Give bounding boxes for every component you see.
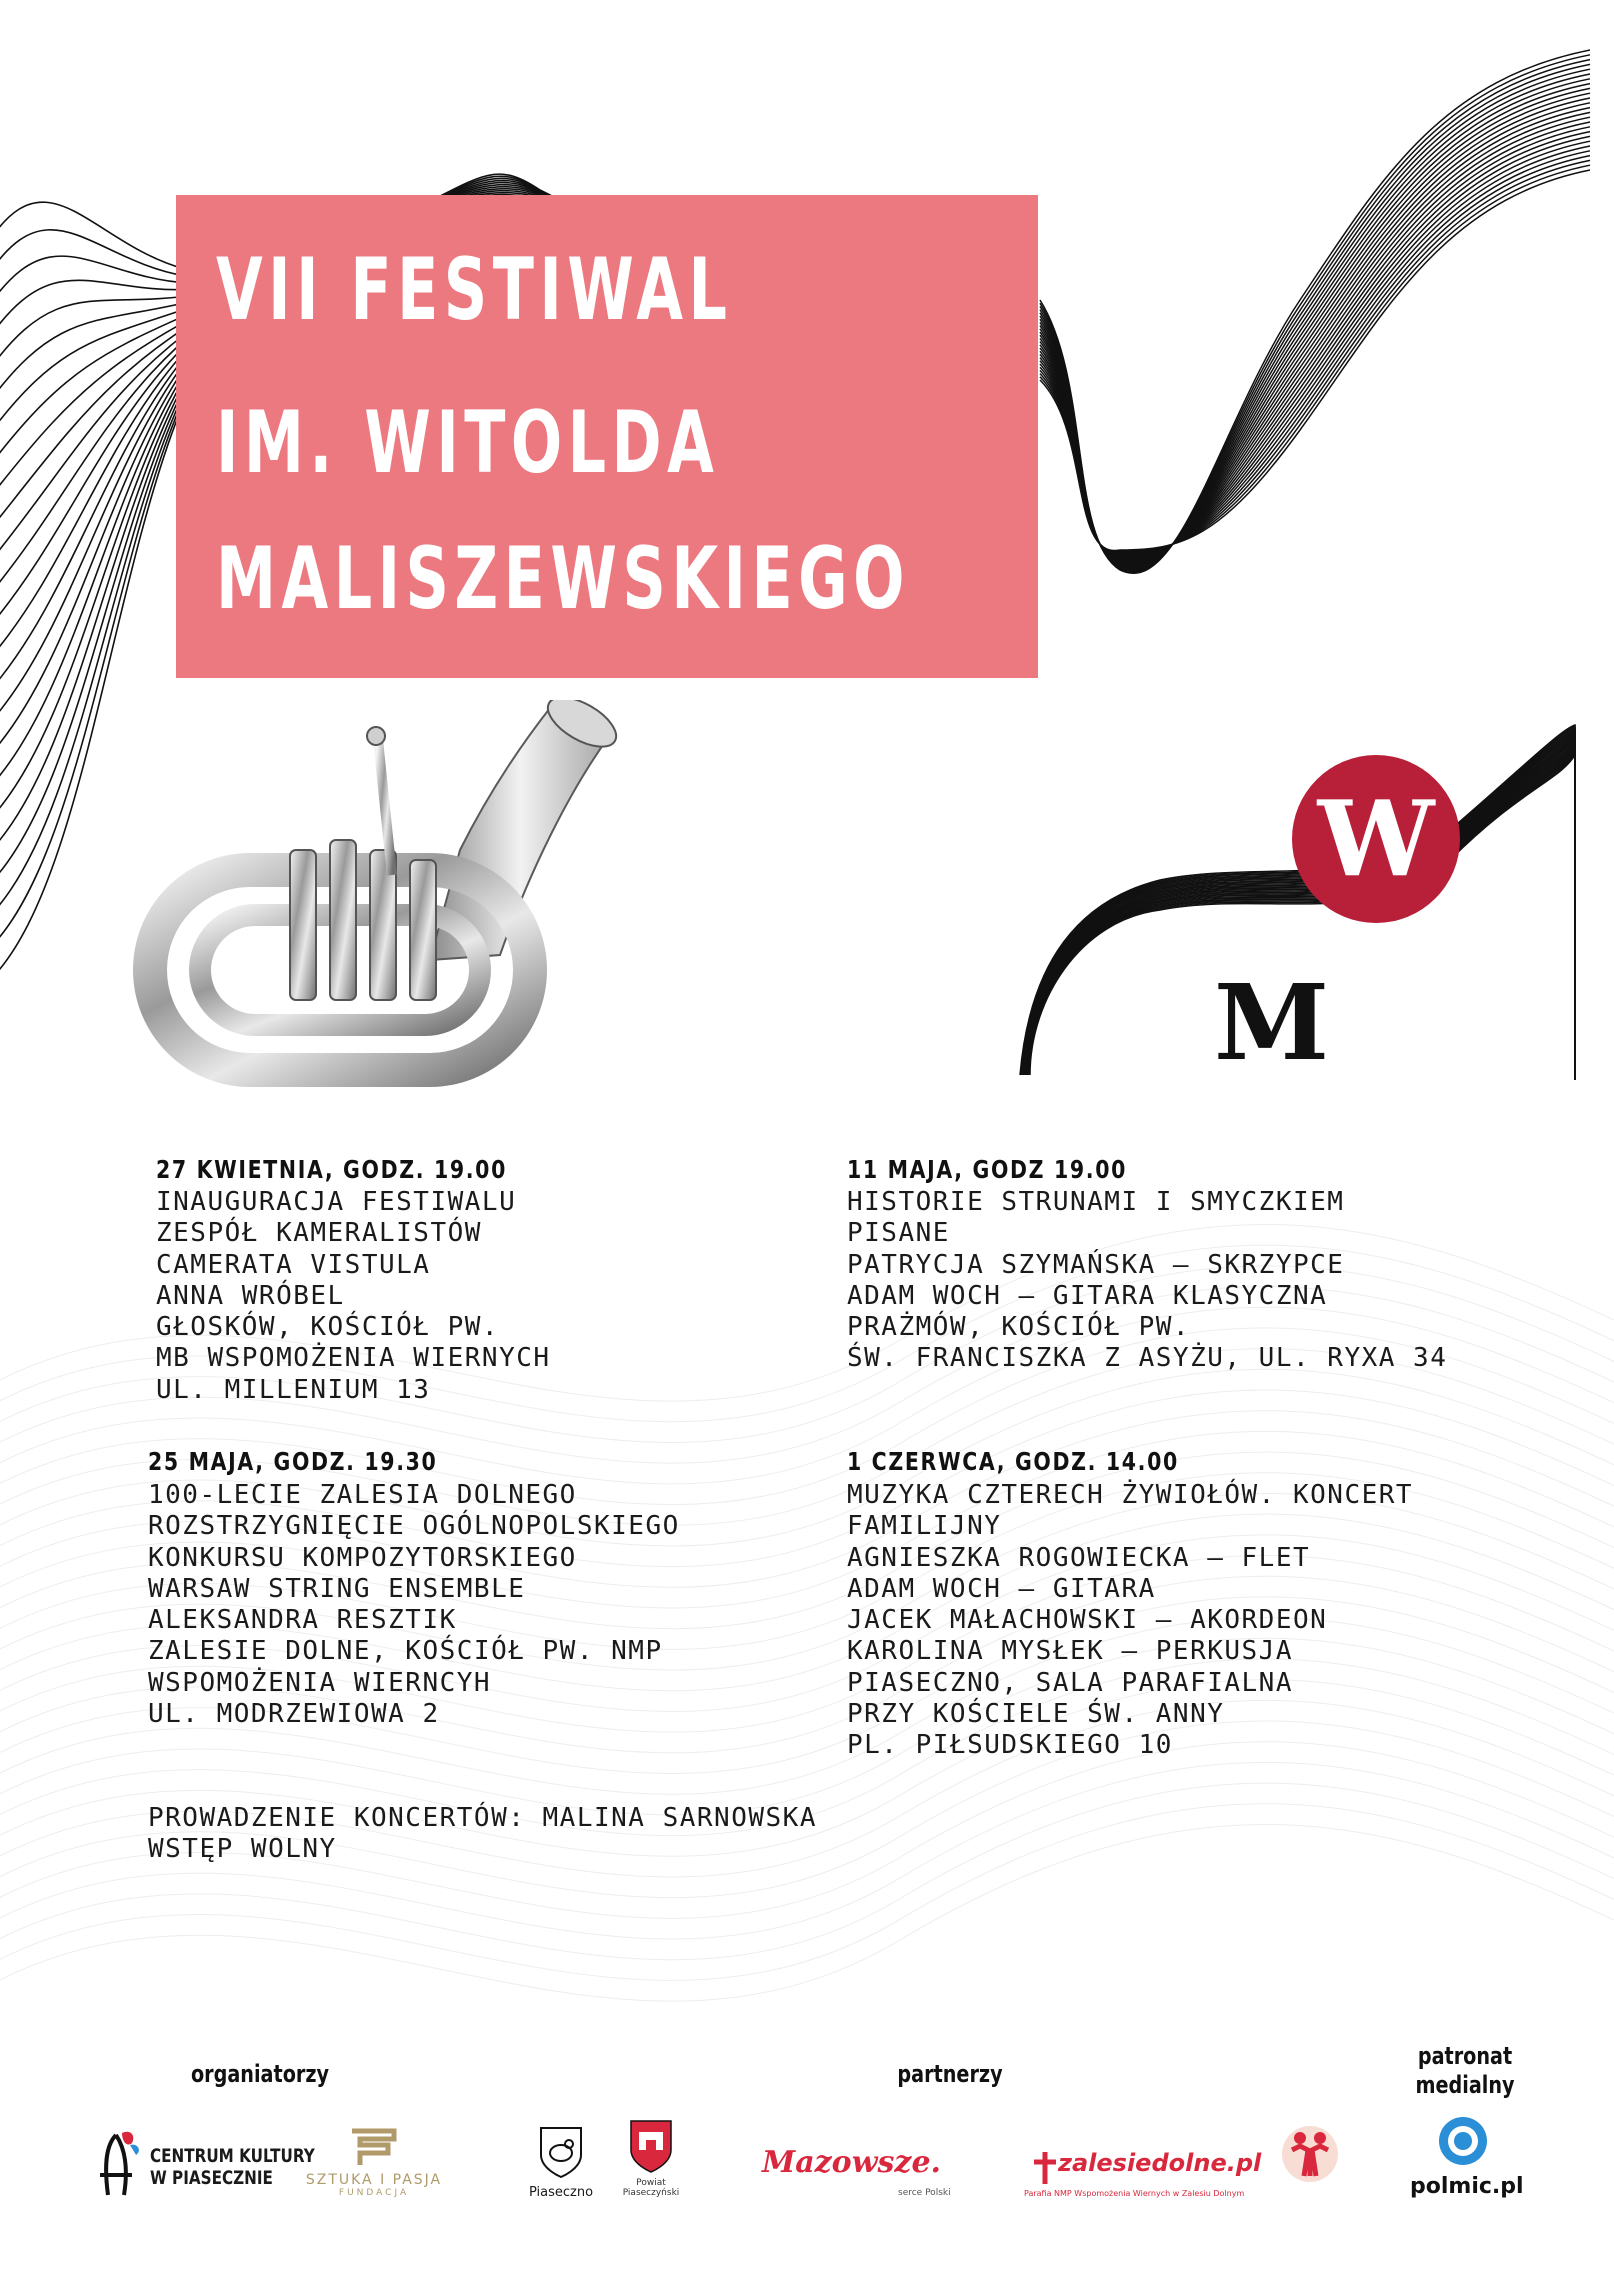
euphonium-image [130,700,650,1100]
wave-line [1040,141,1590,555]
event-4-line: AGNIESZKA ROGOWIECKA – FLET [847,1542,1311,1573]
event-4-line: JACEK MAŁACHOWSKI – AKORDEON [847,1605,1328,1636]
sztuka-line: FUNDACJA [338,2188,410,2199]
event-3-line: WSPOMOŻENIA WIERNCYH [148,1667,492,1698]
centrum-kultury-logo-text [150,2146,315,2190]
logo-letter-w: W [1317,777,1435,900]
wave-line [1040,170,1590,551]
title-line-3: MALISZEWSKIEGO [216,529,910,629]
zalesie-tagline: Parafia NMP Wspomożenia Wiernych w Zalesiu Dolnym [1024,2189,1245,2198]
wave-line [1040,79,1590,568]
title-line-1: VII FESTIWAL [216,240,733,340]
centrum-line: CENTRUM KULTURY [150,2145,315,2167]
footer-note [148,1803,817,1866]
event-1-line: ZESPÓŁ KAMERALISTÓW [156,1218,482,1249]
cross-icon [1030,2150,1060,2186]
event-2-line: PRAŻMÓW, KOŚCIÓŁ PW. [847,1312,1191,1343]
event-1-line: CAMERATA VISTULA [156,1249,431,1280]
logo-letter-m: M [1214,961,1330,1084]
title-line-2: IM. WITOLDA [216,393,720,493]
event-4-line: PIASECZNO, SALA PARAFIALNA [847,1667,1293,1698]
event-3-heading: 25 MAJA, GODZ. 19.30 [148,1447,438,1476]
powiat-line: Powiat [636,2178,666,2188]
event-3-line: 100-LECIE ZALESIA DOLNEGO [148,1480,577,1510]
powiat-logo-text [615,2178,687,2199]
host-line: PROWADZENIE KONCERTÓW: MALINA SARNOWSKA [148,1803,817,1833]
centrum-line: W PIASECZNIE [150,2166,273,2189]
organizers-label: organiatorzy [190,2060,330,2088]
zalesie-logo-text: zalesiedolne.pl [1058,2149,1262,2177]
media-patron-label [1405,2042,1525,2100]
event-4-line: ADAM WOCH – GITARA [847,1573,1156,1604]
partners-label: partnerzy [897,2060,1003,2088]
event-1-line: INAUGURACJA FESTIWALU [156,1187,517,1217]
event-4-line: FAMILIJNY [847,1511,1002,1542]
event-2-line: PATRYCJA SZYMAŃSKA – SKRZYPCE [847,1249,1345,1280]
event-3-line: KONKURSU KOMPOZYTORSKIEGO [148,1542,577,1573]
event-2-heading: 11 MAJA, GODZ 19.00 [847,1155,1128,1184]
event-4-line: PL. PIŁSUDSKIEGO 10 [847,1730,1173,1761]
piaseczno-coat-of-arms-icon [538,2125,584,2179]
media-label-line: medialny [1415,2070,1515,2099]
wave-line [1040,98,1590,564]
admission-line: WSTĘP WOLNY [148,1834,337,1865]
event-3-details [148,1480,680,1730]
wave-line [1040,156,1590,553]
wave-lines-top-right [1040,50,1590,573]
piaseczno-logo-text: Piaseczno [528,2185,594,2200]
event-4-details [847,1480,1413,1762]
event-1-line: MB WSPOMOŻENIA WIERNYCH [156,1343,551,1374]
powiat-coat-of-arms-icon [628,2118,674,2174]
event-1-line: GŁOSKÓW, KOŚCIÓŁ PW. [156,1312,500,1343]
event-4-heading: 1 CZERWCA, GODZ. 14.00 [847,1447,1179,1476]
sztuka-i-pasja-logo-text [294,2172,454,2198]
event-2-line: ADAM WOCH – GITARA KLASYCZNA [847,1280,1328,1311]
sztuka-i-pasja-logo-icon [348,2125,398,2167]
powiat-line: Piaseczyński [622,2188,680,2199]
event-3-line: WARSAW STRING ENSEMBLE [148,1573,526,1604]
wave-line [1040,165,1590,551]
event-4-line: KAROLINA MYSŁEK — PERKUSJA [847,1636,1293,1667]
wave-line [1040,74,1590,569]
polmic-logo-icon [1436,2114,1490,2168]
event-2-line: ŚW. FRANCISZKA Z ASYŻU, UL. RYXA 34 [847,1343,1448,1374]
mazowsze-logo-text: Mazowsze. [762,2145,941,2180]
mazowsze-tagline: serce Polski [898,2188,951,2198]
event-1-line: ANNA WRÓBEL [156,1280,345,1311]
parish-family-logo-icon [1280,2122,1340,2186]
event-1-line: UL. MILLENIUM 13 [156,1374,431,1405]
event-2-line: PISANE [847,1218,950,1249]
event-4-line: PRZY KOŚCIELE ŚW. ANNY [847,1699,1225,1730]
media-label-line: patronat [1417,2042,1513,2070]
wave-line [1040,117,1590,560]
event-3-line: UL. MODRZEWIOWA 2 [148,1699,440,1730]
event-4-line: MUZYKA CZTERECH ŻYWIOŁÓW. KONCERT [847,1480,1414,1510]
sztuka-line: SZTUKA I PASJA [305,2172,443,2188]
event-3-line: ALEKSANDRA RESZTIK [148,1605,457,1636]
event-1-details [156,1187,551,1406]
event-3-line: ZALESIE DOLNE, KOŚCIÓŁ PW. NMP [148,1636,663,1667]
wave-line [1040,50,1590,573]
event-2-line: HISTORIE STRUNAMI I SMYCZKIEM [847,1187,1345,1217]
wave-line [1040,127,1590,558]
wave-line [1040,103,1590,563]
polmic-logo-text: polmic.pl [1410,2174,1524,2199]
event-3-line: ROZSTRZYGNIĘCIE OGÓLNOPOLSKIEGO [148,1511,680,1542]
centrum-kultury-logo-icon [86,2125,146,2205]
event-1-heading: 27 KWIETNIA, GODZ. 19.00 [156,1155,507,1184]
event-2-details [847,1187,1447,1375]
